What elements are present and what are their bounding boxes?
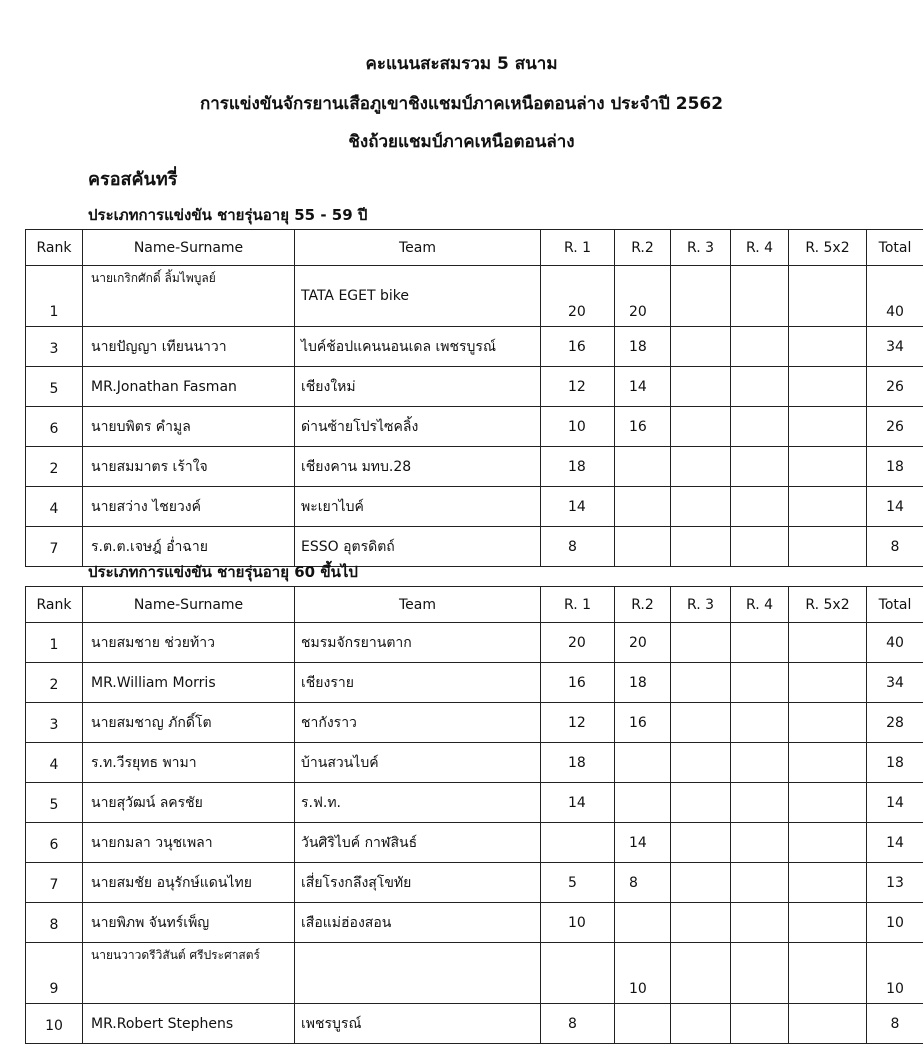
cell-r3	[671, 823, 731, 863]
header-team: Team	[295, 587, 541, 623]
cell-r3	[671, 1004, 731, 1044]
cell-name: นายบพิตร คำมูล	[83, 407, 295, 447]
title-line-2: การแข่งขันจักรยานเสือภูเขาชิงแชมป์ภาคเหนือตอนล่าง ประจำปี 2562	[0, 90, 923, 117]
cell-rank: 10	[26, 1004, 83, 1044]
header-name: Name-Surname	[83, 587, 295, 623]
cell-name: นายปัญญา เทียนนาวา	[83, 327, 295, 367]
cell-rank: 2	[26, 447, 83, 487]
section2-title: ประเภทการแข่งขัน ชายรุ่นอายุ 60 ขึ้นไป	[88, 560, 358, 584]
cell-r5x2	[789, 367, 867, 407]
cell-total: 8	[867, 1004, 923, 1044]
cell-total: 26	[867, 367, 923, 407]
cell-total: 18	[867, 743, 923, 783]
header-r5x2: R. 5x2	[789, 230, 867, 266]
section1-title: ประเภทการแข่งขัน ชายรุ่นอายุ 55 - 59 ปี	[88, 203, 367, 227]
cell-name: นายนวาวดรีวิสันต์ ศรีประศาสตร์	[83, 943, 295, 1004]
cell-rank: 7	[26, 527, 83, 567]
cell-rank: 2	[26, 663, 83, 703]
cell-r5x2	[789, 623, 867, 663]
cell-total: 10	[867, 943, 923, 1004]
cell-r5x2	[789, 703, 867, 743]
cell-team: วันศิริไบค์ กาฬสินธ์	[295, 823, 541, 863]
header-team: Team	[295, 230, 541, 266]
table-row	[26, 743, 923, 783]
cell-rank: 8	[26, 903, 83, 943]
cell-r3	[671, 407, 731, 447]
cell-r3	[671, 943, 731, 1004]
cell-r2: 20	[615, 266, 671, 327]
cell-r4	[731, 367, 789, 407]
cell-r5x2	[789, 327, 867, 367]
cell-name: MR.William Morris	[83, 663, 295, 703]
cell-r3	[671, 743, 731, 783]
cell-team: TATA EGET bike	[295, 266, 541, 327]
cell-r3	[671, 903, 731, 943]
cell-r3	[671, 703, 731, 743]
table-header-row	[26, 587, 923, 623]
cell-team	[295, 943, 541, 1004]
table-row	[26, 703, 923, 743]
cell-r2	[615, 1004, 671, 1044]
cell-r1: 10	[541, 903, 615, 943]
cell-r4	[731, 623, 789, 663]
cell-team: เชียงราย	[295, 663, 541, 703]
cell-team: เชียงใหม่	[295, 367, 541, 407]
cell-r1: 20	[541, 623, 615, 663]
header-r4: R. 4	[731, 587, 789, 623]
cell-r2: 8	[615, 863, 671, 903]
header-r3: R. 3	[671, 230, 731, 266]
cell-team: ร.ฟ.ท.	[295, 783, 541, 823]
cell-r5x2	[789, 1004, 867, 1044]
cell-name: ร.ต.ต.เจษฎ์ อ่ำฉาย	[83, 527, 295, 567]
cell-r3	[671, 367, 731, 407]
cell-r2	[615, 487, 671, 527]
cell-r1	[541, 943, 615, 1004]
cell-r4	[731, 743, 789, 783]
cell-r5x2	[789, 903, 867, 943]
cell-rank: 1	[26, 623, 83, 663]
results-table-60-plus	[25, 586, 923, 1044]
cell-name: นายเกริกศักดิ์ ลิ้มไพบูลย์	[83, 266, 295, 327]
cell-team: เพชรบูรณ์	[295, 1004, 541, 1044]
cell-r1: 14	[541, 783, 615, 823]
cell-team: ด่านซ้ายโปรไซคลิ้ง	[295, 407, 541, 447]
cell-total: 10	[867, 903, 923, 943]
cell-r2: 18	[615, 663, 671, 703]
table-row	[26, 447, 923, 487]
header-r1: R. 1	[541, 230, 615, 266]
table-header-row	[26, 230, 923, 266]
cell-r1: 14	[541, 487, 615, 527]
cell-r1: 8	[541, 527, 615, 567]
cell-total: 40	[867, 623, 923, 663]
cell-rank: 7	[26, 863, 83, 903]
table-row	[26, 623, 923, 663]
cell-r3	[671, 487, 731, 527]
cell-rank: 4	[26, 487, 83, 527]
header-total: Total	[867, 587, 923, 623]
cell-total: 40	[867, 266, 923, 327]
table-row	[26, 903, 923, 943]
table-row	[26, 407, 923, 447]
cell-team: บ้านสวนไบค์	[295, 743, 541, 783]
cell-r3	[671, 663, 731, 703]
table-row	[26, 487, 923, 527]
header-total: Total	[867, 230, 923, 266]
cell-r4	[731, 1004, 789, 1044]
cell-r5x2	[789, 943, 867, 1004]
cell-r4	[731, 327, 789, 367]
cell-total: 8	[867, 527, 923, 567]
cell-name: นายกมลา วนุชเพลา	[83, 823, 295, 863]
cell-rank: 9	[26, 943, 83, 1004]
cell-name: นายสว่าง ไชยวงค์	[83, 487, 295, 527]
cell-team: เสือแม่ฮ่องสอน	[295, 903, 541, 943]
header-rank: Rank	[26, 587, 83, 623]
cell-r1: 18	[541, 743, 615, 783]
header-r5x2: R. 5x2	[789, 587, 867, 623]
cell-r3	[671, 863, 731, 903]
header-name: Name-Surname	[83, 230, 295, 266]
cell-r4	[731, 783, 789, 823]
cell-r4	[731, 407, 789, 447]
cell-r4	[731, 266, 789, 327]
cell-total: 34	[867, 663, 923, 703]
cell-r1: 16	[541, 327, 615, 367]
title-line-3: ชิงถ้วยแชมป์ภาคเหนือตอนล่าง	[0, 128, 923, 155]
cell-r4	[731, 703, 789, 743]
cell-rank: 4	[26, 743, 83, 783]
cell-total: 14	[867, 487, 923, 527]
cell-r4	[731, 487, 789, 527]
cell-total: 14	[867, 783, 923, 823]
table-row	[26, 1004, 923, 1044]
header-r1: R. 1	[541, 587, 615, 623]
header-r3: R. 3	[671, 587, 731, 623]
cell-r5x2	[789, 447, 867, 487]
cell-r4	[731, 663, 789, 703]
cell-total: 13	[867, 863, 923, 903]
cell-r3	[671, 266, 731, 327]
cell-r2: 14	[615, 823, 671, 863]
table-row	[26, 943, 923, 1004]
cell-r2	[615, 743, 671, 783]
cell-r5x2	[789, 863, 867, 903]
cell-rank: 3	[26, 703, 83, 743]
cell-r5x2	[789, 266, 867, 327]
cell-rank: 5	[26, 367, 83, 407]
cell-r2: 14	[615, 367, 671, 407]
cell-team: ชากังราว	[295, 703, 541, 743]
cell-r3	[671, 327, 731, 367]
cell-r4	[731, 903, 789, 943]
cell-name: นายสมมาตร เร้าใจ	[83, 447, 295, 487]
cell-r1: 8	[541, 1004, 615, 1044]
table-body	[26, 266, 923, 567]
cell-r2: 10	[615, 943, 671, 1004]
cell-r1: 5	[541, 863, 615, 903]
header-r4: R. 4	[731, 230, 789, 266]
cell-name: ร.ท.วีรยุทธ พามา	[83, 743, 295, 783]
cell-r1: 16	[541, 663, 615, 703]
table-row	[26, 863, 923, 903]
cell-r1: 10	[541, 407, 615, 447]
cell-rank: 6	[26, 407, 83, 447]
table-row	[26, 823, 923, 863]
cell-total: 28	[867, 703, 923, 743]
cell-rank: 1	[26, 266, 83, 327]
cell-team: พะเยาไบค์	[295, 487, 541, 527]
table-row	[26, 367, 923, 407]
cell-team: ชมรมจักรยานตาก	[295, 623, 541, 663]
cell-total: 26	[867, 407, 923, 447]
cell-r3	[671, 783, 731, 823]
table-row	[26, 266, 923, 327]
table-row	[26, 783, 923, 823]
category-heading: ครอสคันทรี่	[88, 164, 177, 193]
cell-r5x2	[789, 487, 867, 527]
cell-r1: 18	[541, 447, 615, 487]
cell-name: นายสมชาญ ภักดิ์โต	[83, 703, 295, 743]
cell-r2: 16	[615, 703, 671, 743]
header-r2: R.2	[615, 587, 671, 623]
header-r2: R.2	[615, 230, 671, 266]
cell-r2: 16	[615, 407, 671, 447]
cell-name: นายสุวัฒน์ ลครชัย	[83, 783, 295, 823]
cell-r2	[615, 527, 671, 567]
cell-name: นายสมชัย อนุรักษ์แดนไทย	[83, 863, 295, 903]
cell-team: ESSO อุตรดิตถ์	[295, 527, 541, 567]
cell-rank: 5	[26, 783, 83, 823]
cell-r4	[731, 863, 789, 903]
cell-r5x2	[789, 783, 867, 823]
cell-r2	[615, 783, 671, 823]
cell-r3	[671, 623, 731, 663]
cell-r5x2	[789, 407, 867, 447]
cell-r1	[541, 823, 615, 863]
cell-name: นายพิภพ จันทร์เพ็ญ	[83, 903, 295, 943]
cell-team: เสี่ยโรงกลึงสุโขทัย	[295, 863, 541, 903]
cell-r2	[615, 447, 671, 487]
cell-rank: 3	[26, 327, 83, 367]
title-line-1: คะแนนสะสมรวม 5 สนาม	[0, 50, 923, 77]
cell-name: นายสมชาย ช่วยท้าว	[83, 623, 295, 663]
cell-team: ไบค์ช้อปแคนนอนเดล เพชรบูรณ์	[295, 327, 541, 367]
cell-r2: 20	[615, 623, 671, 663]
cell-r4	[731, 823, 789, 863]
table-row	[26, 663, 923, 703]
cell-total: 14	[867, 823, 923, 863]
cell-r4	[731, 527, 789, 567]
cell-r1: 12	[541, 703, 615, 743]
cell-r1: 20	[541, 266, 615, 327]
cell-name: MR.Jonathan Fasman	[83, 367, 295, 407]
cell-r5x2	[789, 527, 867, 567]
cell-r4	[731, 943, 789, 1004]
table-body	[26, 623, 923, 1044]
cell-r5x2	[789, 663, 867, 703]
cell-total: 34	[867, 327, 923, 367]
cell-r5x2	[789, 823, 867, 863]
cell-name: MR.Robert Stephens	[83, 1004, 295, 1044]
cell-rank: 6	[26, 823, 83, 863]
table-row	[26, 327, 923, 367]
results-table-55-59	[25, 229, 923, 567]
cell-team: เชียงคาน มทบ.28	[295, 447, 541, 487]
cell-r3	[671, 527, 731, 567]
cell-r2: 18	[615, 327, 671, 367]
cell-total: 18	[867, 447, 923, 487]
cell-r5x2	[789, 743, 867, 783]
cell-r4	[731, 447, 789, 487]
header-rank: Rank	[26, 230, 83, 266]
cell-r2	[615, 903, 671, 943]
cell-r3	[671, 447, 731, 487]
cell-r1: 12	[541, 367, 615, 407]
